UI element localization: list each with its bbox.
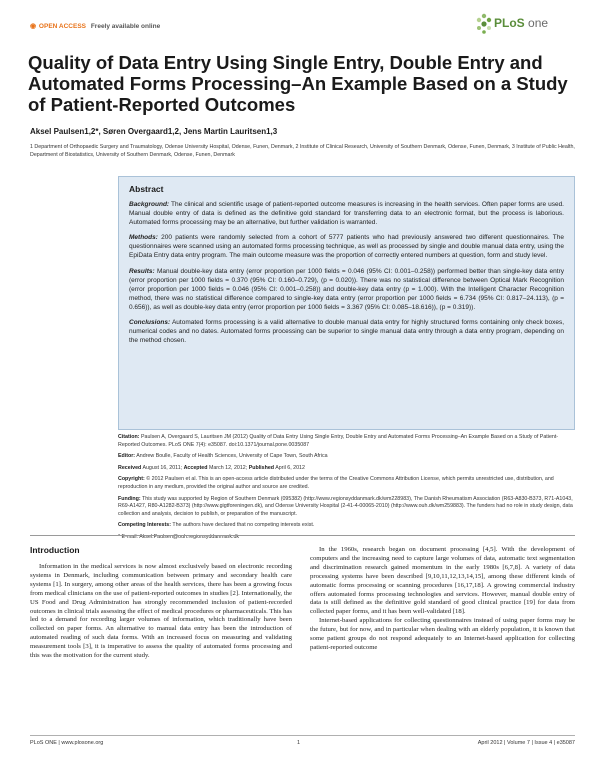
footer-divider xyxy=(30,735,575,736)
abstract-box xyxy=(118,176,575,430)
author-list: Aksel Paulsen1,2*, Søren Overgaard1,2, Jens Martin Lauritsen1,3 xyxy=(30,127,278,136)
paragraph: Information in the medical services is now almost exclusively based on electronic recording systems in Denmark, including communication between primary and secondary health care systems [1]. In surgery, among other areas of the health services, there has been a growing focus from medical clinicians on the use of patient-reported outcomes in studies [2]. Internationally, the US Food and Drug Administration has strongly recommended inclusion of patient-recorded outcomes in clinical trials assessing the effect of medical procedures or pharmaceuticals. This has led to a demand for recording larger volumes of information, which traditionally have been collected on paper forms. An alternative to manual data entry has been the introduction of automated reading of such data forms. With an increased focus on measuring and validating measurement tools [3], it is imperative to assess the quality of automated forms processing and this was the motivation for the current study. xyxy=(30,563,292,660)
open-access-badge xyxy=(30,22,160,30)
body-column-left xyxy=(30,563,292,661)
editor: Editor: Andrew Boulle, Faculty of Health Sciences, University of Cape Town, South Africa xyxy=(118,453,328,460)
introduction-heading: Introduction xyxy=(30,545,80,555)
article-metadata xyxy=(118,434,575,546)
affiliations: 1 Department of Orthopaedic Surgery and Traumatology, Odense University Hospital, Odense, Funen, Denmark, 2 Institute of Clinical Research, University of Southern Denmark, Odense, Funen, Denmark, 3 Institute of Public Health, Department of Biostatistics, University of Southern Denmark, Odense, Funen, Denmark xyxy=(30,144,575,159)
open-access-label: OPEN ACCESS xyxy=(38,23,87,30)
article-title: Quality of Data Entry Using Single Entry, Double Entry and Automated Forms Processing–An Example Based on a Study of Patient-Reported Outcomes xyxy=(28,52,568,115)
page-number: 1 xyxy=(297,740,301,746)
footer-issue: April 2012 | Volume 7 | Issue 4 | e35087 xyxy=(477,740,575,746)
plos-dots-icon xyxy=(475,12,493,40)
freely-available-text: Freely available online xyxy=(90,23,161,30)
plos-one-logo: PLoS one xyxy=(475,12,570,40)
abstract-heading: Abstract xyxy=(129,184,164,194)
section-divider xyxy=(30,535,575,536)
abstract-background: Background: The clinical and scientific usage of patient-reported outcome measures is increasing in the health services. Often paper forms are used. Manual double entry of data is defined as the definitive gold standard for transferring data to an electronic format, but the process is laborious. Automated forms processing may be an alternative, but further validation is warranted. xyxy=(129,201,564,227)
footer-journal: PLoS ONE | www.plosone.org xyxy=(30,740,104,746)
competing-interests: Competing Interests: The authors have declared that no competing interests exist. xyxy=(118,522,315,529)
abstract-methods: Methods: 200 patients were randomly selected from a cohort of 5777 patients who had previously answered two different questionnaires. The questionnaires were scanned using an automated forms processing technique, as well as processed by single and double manual data entry, using the EpiData Entry data entry program. The main outcome measure was the proportion of correctly entered numbers at question, form and study level. xyxy=(129,234,565,260)
citation: Citation: Paulsen A, Overgaard S, Lauritsen JM (2012) Quality of Data Entry Using Single Entry, Double Entry and Automated Forms Processing–An Example Based on a Study of Patient-Reported Outcomes. PLoS ONE 7(4): e35087. doi:10.1371/journal.pone.0035087 xyxy=(118,434,559,448)
paragraph: Internet-based applications for collecting questionnaires instead of using paper forms may be the future, but for now, and in particular when dealing with an elderly population, it is known that some patient groups do not respond adequately to an Internet-based application for collecting patient-reported outcome xyxy=(310,617,575,651)
body-column-right xyxy=(310,546,575,653)
abstract-conclusions: Conclusions: Automated forms processing is a valid alternative to double manual data entry for highly structured forms containing only check boxes, numerical codes and no dates. Automated forms processing can be superior to single manual data entry through a data entry program, depending on the method chosen. xyxy=(129,319,564,345)
abstract-results: Results: Manual double-key data entry (error proportion per 1000 fields = 0.046 (95% CI: 0.001–0.258)) performed better than single-key data entry (error proportion per 1000 fields = 0.370 (95% CI: 0.160–0.729), (p = 0.020)). There was no statistical difference between Optical Mark Recognition (error proportion per 1000 fields = 0.046 (95% CI: 0.001–0.258)) and double-key data entry (p = 1.000). With the Intelligent Character Recognition method, there was no statistical difference compared to single-key data entry (error proportion per 1000 fields = 6.734 (95% CI: 0.817–24.113), (p = 0.656)), as well as double-key data entry (error proportion per 1000 fields = 3.367 (95% CI: 0.085–18.616)), (p = 0.319)). xyxy=(129,267,565,311)
email-link[interactable]: * E-mail: Aksel.Paulsen@ouh.regionsyddanmark.dk xyxy=(118,533,240,540)
copyright: Copyright: © 2012 Paulsen et al. This is an open-access article distributed under the terms of the Creative Commons Attribution License, which permits unrestricted use, distribution, and reproduction in any medium, provided the original author and source are credited. xyxy=(118,476,554,490)
open-lock-icon: ◉ xyxy=(30,23,37,30)
paragraph: In the 1960s, research began on document processing [4,5]. With the development of computers and the increasing need to capture large volumes of data, automatic text segmentation and discrimination research gained momentum in the early 1980s [6,7,8]. A variety of data processing systems have been described [9,10,11,12,13,14,15], among these different kinds of automatic forms processing or scanning procedures [16,17,18]. A growing commercial industry offers automated forms processing technologies and services. However, manual double entry of data is still defined as the definitive gold standard of good clinical practice [19] for data from collected paper forms, and it has been well-validated [18]. xyxy=(310,546,575,616)
dates: Received August 16, 2011; Accepted March 12, 2012; Published April 6, 2012 xyxy=(118,464,305,471)
funding: Funding: This study was supported by Region of Southern Denmark (095382) (http://www.regionsyddanmark.dk/wm228983), The Danish Rheumatism Association (R63-A830-B373, R71-A1043, R69-A1427, R80-A1282-B373) (http://www.gigtforeningen.dk), and Odense University Hospital (2-41-4-00065-2010) (http://www.ouh.dk/wm259883). The funders had no role in study design, data collection and analysis, decision to publish, or preparation of the manuscript. xyxy=(118,495,573,517)
